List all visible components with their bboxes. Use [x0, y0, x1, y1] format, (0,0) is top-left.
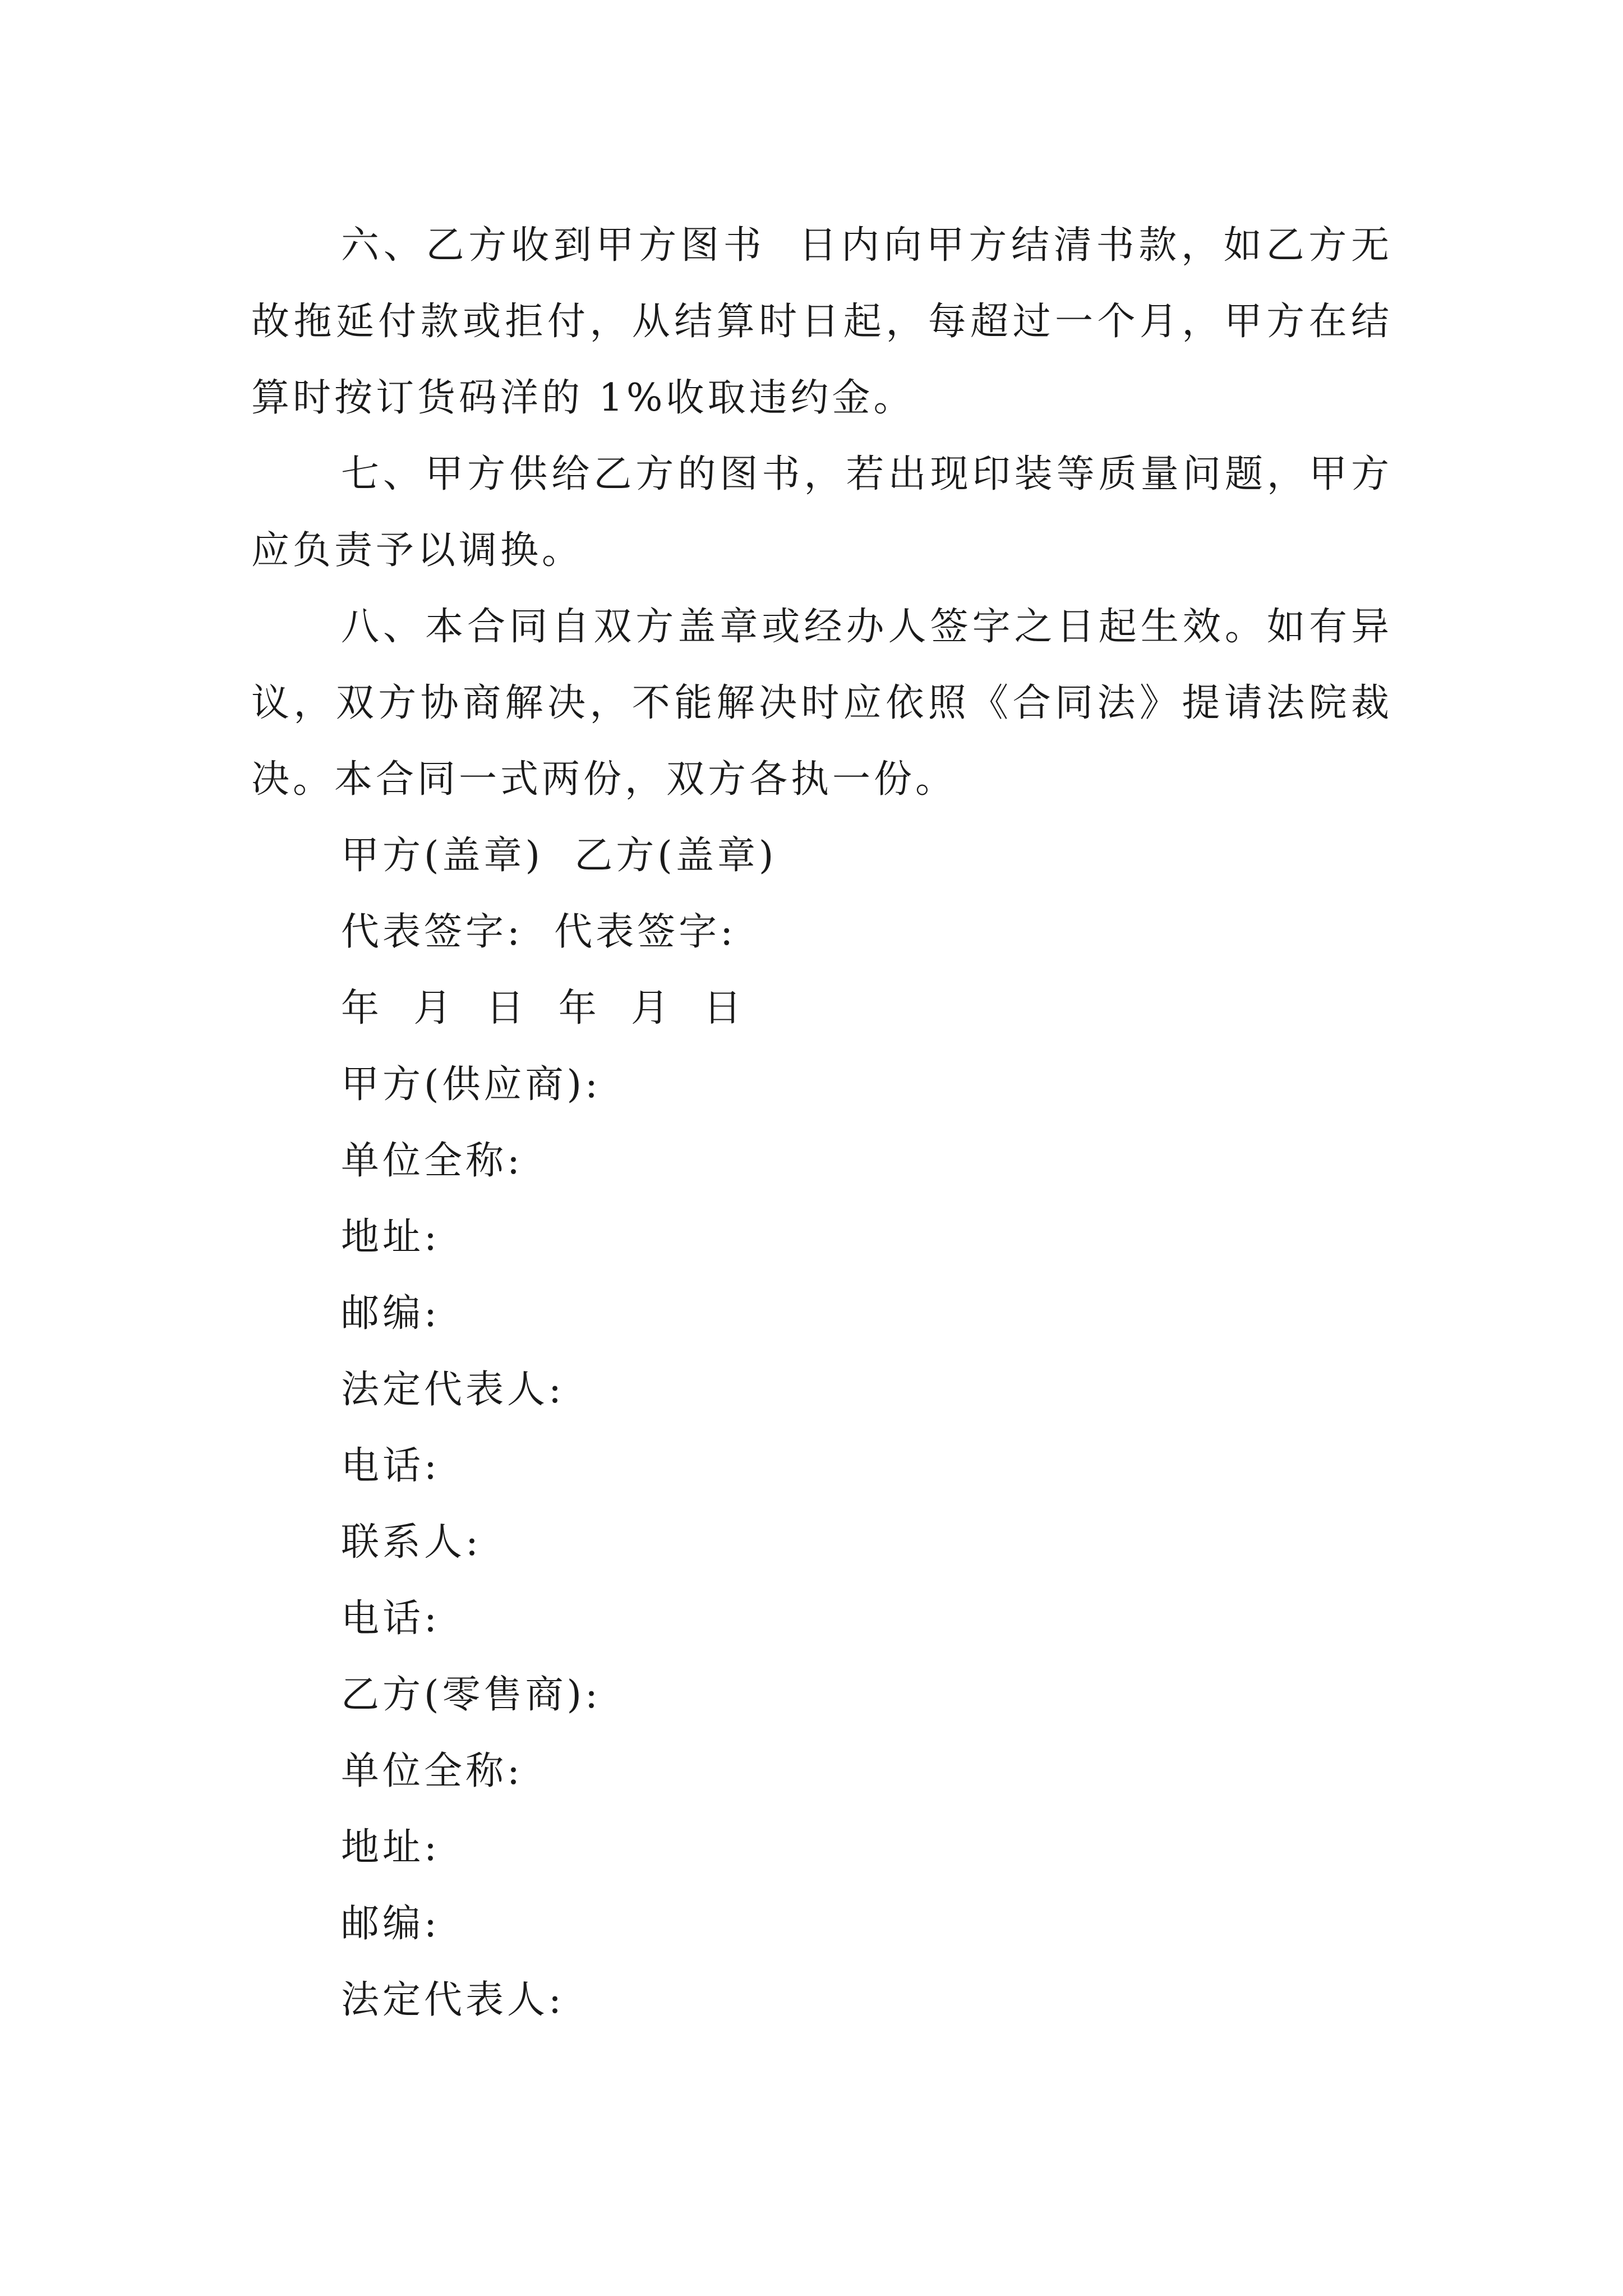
- party-b-name: 单位全称:: [341, 1749, 523, 1793]
- party-a-contact-phone: 电话:: [341, 1596, 440, 1641]
- party-a-legal-rep: 法定代表人:: [341, 1368, 565, 1412]
- party-b-address: 地址:: [341, 1825, 440, 1870]
- party-b-postcode: 邮编:: [341, 1902, 440, 1946]
- clause-7: 七、甲方供给乙方的图书，若出现印装等质量问题，甲方应负责予以调换。: [251, 452, 1393, 573]
- contract-body: [251, 208, 1393, 2039]
- party-a-heading: 甲方(供应商):: [341, 1062, 601, 1107]
- party-a-address: 地址:: [341, 1215, 440, 1259]
- party-a-postcode: 邮编:: [341, 1291, 440, 1336]
- signer-line: 代表签字: 代表签字:: [341, 910, 737, 954]
- party-a-name: 单位全称:: [341, 1139, 523, 1183]
- clause-8: 八、本合同自双方盖章或经办人签字之日起生效。如有异议，双方协商解决，不能解决时应依照《合同法》提请法院裁决。本合同一式两份，双方各执一份。: [251, 605, 1393, 802]
- seal-line: 甲方(盖章) 乙方(盖章): [341, 834, 777, 878]
- party-a-contact: 联系人:: [341, 1520, 482, 1565]
- party-b-heading: 乙方(零售商):: [341, 1673, 601, 1717]
- party-b-legal-rep: 法定代表人:: [341, 1978, 565, 2022]
- party-a-phone: 电话:: [341, 1444, 440, 1488]
- date-line: 年 月 日 年 月 日: [341, 986, 745, 1030]
- clause-6: 六、乙方收到甲方图书 日内向甲方结清书款，如乙方无故拖延付款或拒付，从结算时日起，每超过一个月，甲方在结算时按订货码洋的 1%收取违约金。: [251, 223, 1393, 420]
